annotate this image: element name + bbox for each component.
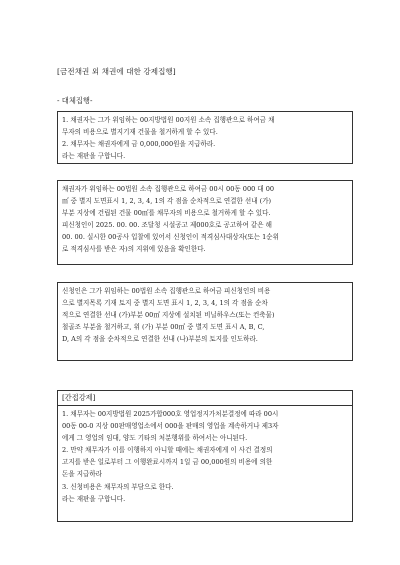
text-line: 2. 채무자는 채권자에게 금 0,000,000원을 지급하라. — [62, 140, 216, 149]
box-indirect-enforcement — [57, 405, 353, 522]
text-line: ㎡ 중 별지 도면표시 1, 2, 3, 4, 1의 각 점을 순차적으로 연결한 선내 (가) — [62, 197, 272, 206]
text-line: 돈을 지급하라 — [62, 470, 103, 479]
text-line: 1. 채권자는 그가 위임하는 00지방법원 00지원 소속 집행관으로 하여금 채 — [62, 116, 275, 124]
document-title: [금전채권 외 채권에 대한 강제집행] — [57, 67, 176, 76]
text-line: 2. 만약 채무자가 이를 이행하지 아니할 때에는 채권자에게 이 사건 결정의 — [62, 446, 273, 455]
text-line: 으로 별지목록 기재 토지 중 별지 도면 표시 1, 2, 3, 4, 1의 각 점을 순차 — [62, 299, 268, 308]
text-line: 라는 재판을 구합니다. — [62, 494, 126, 503]
text-line: D, A의 각 점을 순차적으로 연결한 선내 (나)부분의 토지를 인도하라. — [62, 335, 258, 344]
text-line: 00. 00. 실시한 00공사 입찰에 있어서 신청인이 적격심사대상자(또는 1순위 — [62, 233, 279, 242]
text-line: 피신청인이 2025. 00. 00. 조달청 시설공고 제000호로 공고하여 같은 해 — [62, 221, 272, 230]
section-label-substitute-execution: - 대체집행- — [57, 96, 93, 105]
section-label-indirect-enforcement: [간접강제] — [57, 390, 353, 406]
text-line: 철골조 부분을 철거하고, 위 (가) 부분 00㎡ 중 별지 도면 표시 A, B, C, — [62, 323, 265, 332]
text-line: 00동 00-0 지상 00판매영업소에서 000을 판매의 영업을 계속하거나 제3자 — [62, 422, 279, 431]
text-line: 부분 지상에 건립된 건물 00㎡를 채무자의 비용으로 철거하게 할 수 있다. — [62, 209, 271, 218]
text-line: 무자의 비용으로 별지기재 건물을 철거하게 할 수 있다. — [62, 128, 218, 137]
text-line: 채권자가 위임하는 00법원 소속 집행관으로 하여금 00시 00동 000 대 00 — [62, 185, 275, 193]
text-line: 라는 재판을 구합니다. — [62, 152, 126, 161]
box-building-demolition — [57, 180, 353, 265]
box-substitute-claim — [57, 111, 353, 164]
box-land-delivery — [57, 282, 353, 361]
text-line: 1. 채무자는 00지방법원 2025가합000호 영업정지가처분결정에 따라 00시 — [62, 410, 279, 418]
text-line: 에게 그 영업의 임대, 양도 기타의 처분행위를 하여서는 아니된다. — [62, 434, 248, 443]
text-line: 고지를 받은 일로부터 그 이행완료시까지 1일 금 00,000원의 비용에 의한 — [62, 458, 273, 467]
text-line: 신청인은 그가 위임하는 00법원 소속 집행관으로 하여금 피신청인의 비용 — [62, 287, 271, 295]
text-line: 적으로 연결한 선내 (가)부분 00㎡ 지상에 설치된 비닐하우스(또는 컨축물) — [62, 311, 275, 320]
text-line: 로 적격심사를 받은 자)의 지위에 있음을 확인한다. — [62, 245, 206, 254]
text-line: 3. 신청비용은 채무자의 부담으로 한다. — [62, 482, 174, 491]
